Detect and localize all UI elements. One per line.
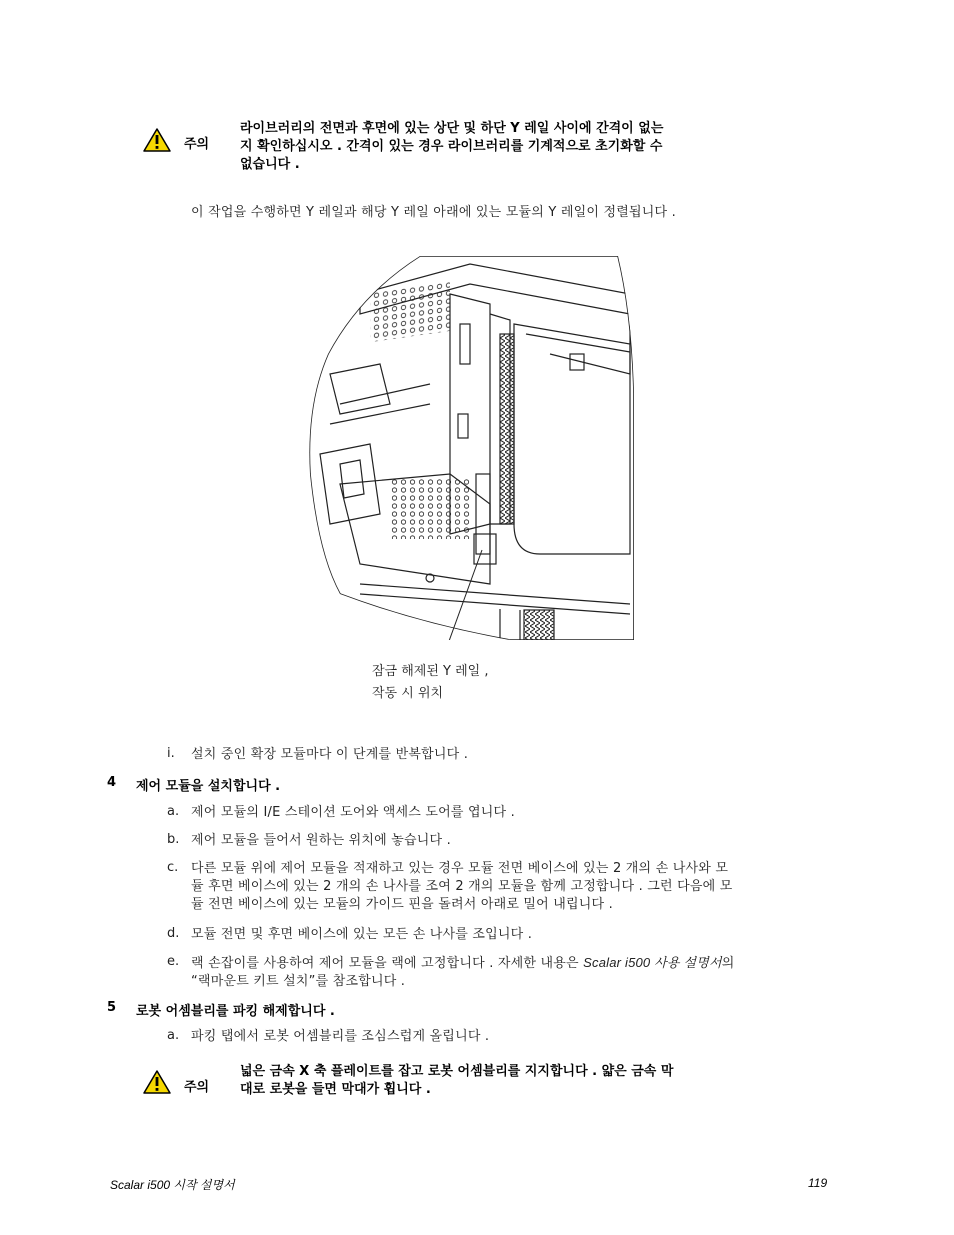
caution-label: 주의 (184, 1080, 210, 1095)
step-title: 로봇 어셈블리를 파킹 해제합니다 . (136, 1004, 335, 1019)
caution-triangle-icon (142, 127, 172, 153)
y-rail-illustration (300, 254, 636, 640)
list-item-text (191, 954, 841, 991)
list-marker: d. (167, 926, 180, 941)
list-item-line: 듈 후면 베이스에 있는 2 개의 손 나사를 조여 2 개의 모듈을 함께 고정합니다 . 그런 다음에 모 (191, 879, 733, 894)
footer-title: Scalar i500 시작 설명서 (110, 1178, 235, 1192)
manual-title: Scalar i500 사용 설명서 (583, 955, 722, 970)
list-item-line (191, 954, 841, 973)
list-marker: a. (167, 1028, 180, 1043)
step-number: 5 (107, 1000, 117, 1015)
list-marker: e. (167, 954, 180, 969)
list-item-text: 제어 모듈의 I/E 스테이션 도어와 액세스 도어를 엽니다 . (191, 805, 515, 820)
list-item-line: “랙마운트 키트 설치”를 참조합니다 . (191, 974, 406, 989)
list-item-text: 파킹 탭에서 로봇 어셈블리를 조심스럽게 올립니다 . (191, 1029, 490, 1044)
figure-callout (372, 661, 489, 705)
caution-message (240, 120, 663, 174)
intro-paragraph: 이 작업을 수행하면 Y 레일과 해당 Y 레일 아래에 있는 모듈의 Y 레일이 정렬됩니다 . (191, 205, 676, 220)
list-marker: i. (167, 746, 175, 761)
step-title: 제어 모듈을 설치합니다 . (136, 779, 281, 794)
list-marker: a. (167, 804, 180, 819)
list-item-text: 설치 중인 확장 모듈마다 이 단계를 반복합니다 . (191, 747, 469, 762)
list-item-line: 다른 모듈 위에 제어 모듈을 적재하고 있는 경우 모듈 전면 베이스에 있는 2 개의 손 나사와 모 (191, 861, 729, 876)
caution-triangle-icon (142, 1069, 172, 1095)
list-item-text: 모듈 전면 및 후면 베이스에 있는 모든 손 나사를 조입니다 . (191, 927, 533, 942)
page-number: 119 (808, 1176, 828, 1190)
caution-line: 라이브러리의 전면과 후면에 있는 상단 및 하단 Y 레일 사이에 간격이 없는 (240, 121, 664, 136)
list-item-text (191, 860, 831, 914)
callout-line: 잠금 해제된 Y 레일 , (372, 664, 489, 679)
caution-line: 넓은 금속 X 축 플레이트를 잡고 로봇 어셈블리를 지지합니다 . 얇은 금속 막 (240, 1064, 674, 1079)
list-marker: b. (167, 832, 180, 847)
step-number: 4 (107, 775, 117, 790)
caution-line: 대로 로봇을 들면 막대가 휩니다 . (240, 1082, 431, 1097)
list-item-line: 듈 전면 베이스에 있는 모듈의 가이드 핀을 돌려서 아래로 밀어 내립니다 . (191, 897, 613, 912)
caution-line: 지 확인하십시오 . 간격이 있는 경우 라이브러리를 기계적으로 초기화할 수 (240, 139, 663, 154)
list-item-text: 제어 모듈을 들어서 원하는 위치에 놓습니다 . (191, 833, 451, 848)
caution-message (240, 1063, 673, 1099)
text-run: 의 (721, 956, 735, 971)
text-run: 랙 손잡이를 사용하여 제어 모듈을 랙에 고정합니다 . 자세한 내용은 (191, 956, 584, 971)
caution-label: 주의 (184, 137, 210, 152)
list-marker: c. (167, 860, 179, 875)
callout-line: 작동 시 위치 (372, 686, 444, 701)
caution-line: 없습니다 . (240, 157, 300, 172)
